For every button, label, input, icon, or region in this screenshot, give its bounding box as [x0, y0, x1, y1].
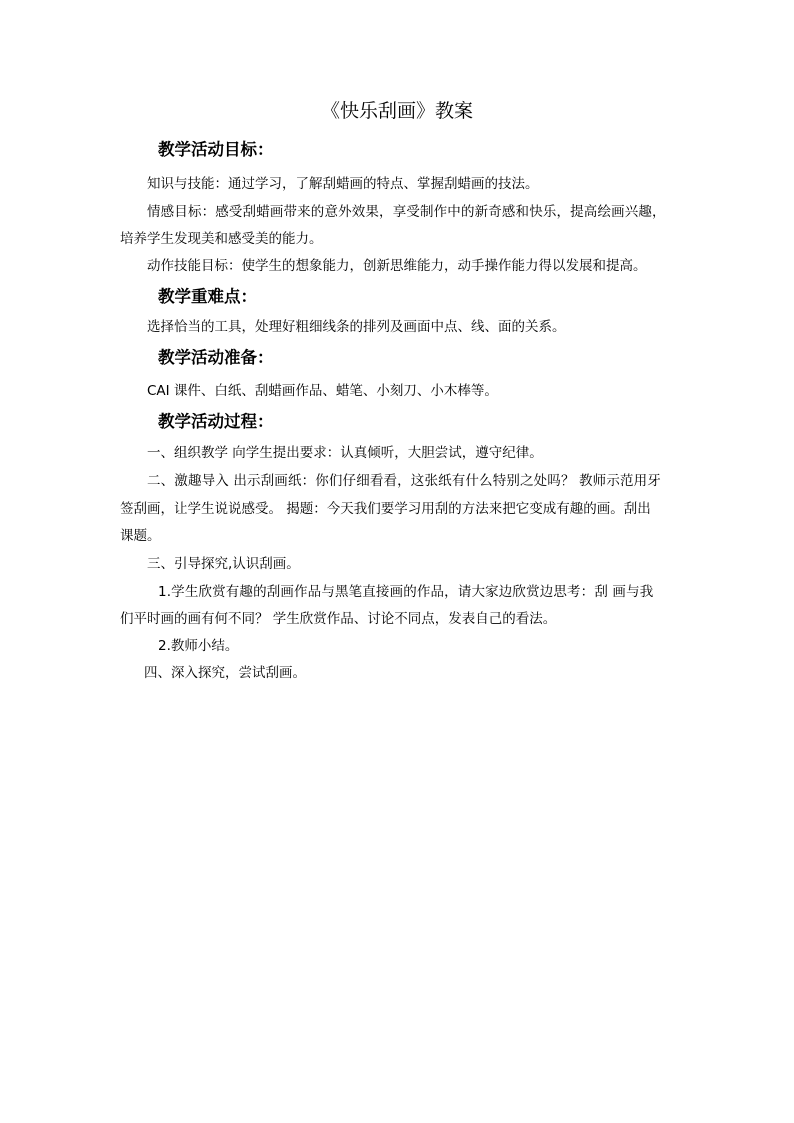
difficulties-text: 选择恰当的工具，处理好粗细线条的排列及画面中点、线、面的关系。 — [147, 319, 566, 335]
preparation-heading: 教学活动准备： — [158, 348, 274, 367]
goals-heading: 教学活动目标： — [158, 140, 274, 159]
goals-skill-text: 动作技能目标：使学生的想象能力，创新思维能力，动手操作能力得以发展和提高。 — [147, 258, 647, 274]
process-step3-1-line2: 们平时画的画有何不同？ 学生欣赏作品、讨论不同点，发表自己的看法。 — [120, 611, 557, 627]
goals-emotion-text-line2: 培养学生发现美和感受美的能力。 — [120, 231, 323, 247]
process-step3-1-line1: 1.学生欣赏有趣的刮画作品与黑笔直接画的作品，请大家边欣赏边思考：刮 画与我 — [158, 584, 654, 600]
preparation-text: CAI 课件、白纸、刮蜡画作品、蜡笔、小刻刀、小木棒等。 — [147, 383, 498, 399]
process-step1: 一、组织教学 向学生提出要求：认真倾听，大胆尝试，遵守纪律。 — [147, 445, 543, 461]
process-step3: 三、引导探究,认识刮画。 — [147, 556, 300, 572]
page-title: 《快乐刮画》教案 — [320, 100, 473, 122]
difficulties-heading: 教学重难点： — [158, 287, 257, 306]
process-heading: 教学活动过程： — [158, 412, 274, 431]
process-step3-2: 2.教师小结。 — [158, 638, 239, 654]
process-step4: 四、深入探究，尝试刮画。 — [144, 665, 306, 681]
process-step2-line3: 课题。 — [120, 528, 161, 544]
process-step2-line1: 二、激趣导入 出示刮画纸：你们仔细看看，这张纸有什么特别之处吗？ 教师示范用牙 — [147, 473, 661, 489]
goals-emotion-text-line1: 情感目标：感受刮蜡画带来的意外效果，享受制作中的新奇感和快乐，提高绘画兴趣， — [147, 204, 666, 220]
process-step2-line2: 签刮画，让学生说说感受。 揭题：今天我们要学习用刮的方法来把它变成有趣的画。刮出 — [120, 501, 651, 517]
goals-knowledge-text: 知识与技能：通过学习，了解刮蜡画的特点、掌握刮蜡画的技法。 — [147, 176, 539, 192]
